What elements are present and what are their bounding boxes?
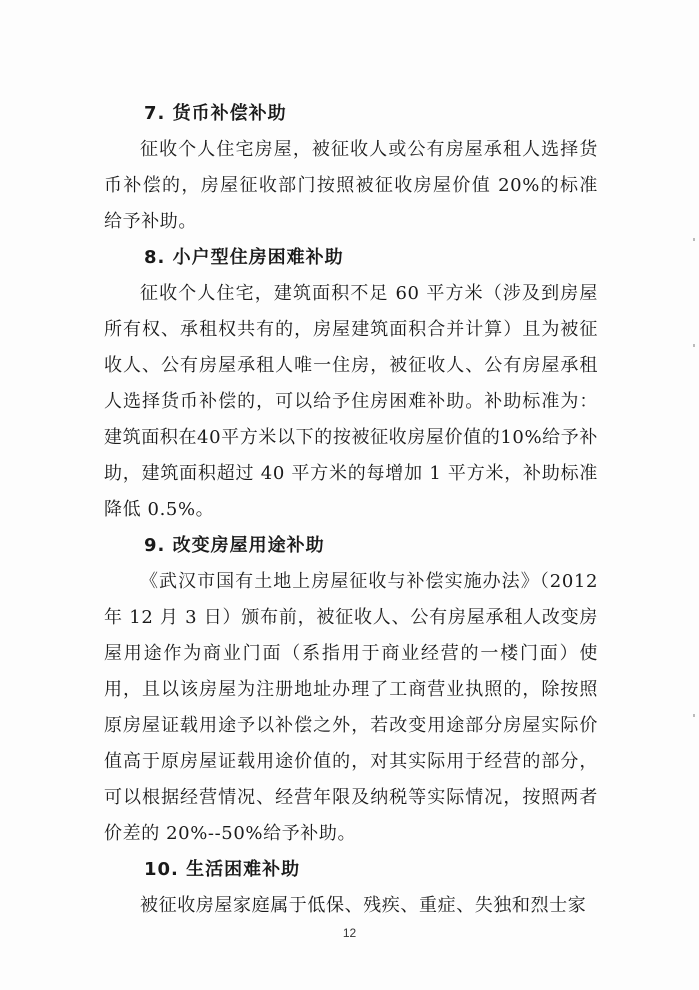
section-heading-7: 7. 货币补偿补助 bbox=[144, 103, 287, 124]
section-heading-9: 9. 改变房屋用途补助 bbox=[144, 535, 325, 556]
scan-speck bbox=[693, 714, 695, 717]
section-heading-10: 10. 生活困难补助 bbox=[144, 859, 301, 880]
document-body bbox=[104, 96, 598, 924]
scan-speck bbox=[693, 238, 695, 241]
section-paragraph-7: 征收个人住宅房屋，被征收人或公有房屋承租人选择货币补偿的，房屋征收部门按照被征收房屋价值 20%的标准给予补助。 bbox=[104, 139, 598, 232]
section-heading-8: 8. 小户型住房困难补助 bbox=[144, 247, 344, 268]
scan-speck bbox=[693, 344, 695, 347]
section-paragraph-10: 被征收房屋家庭属于低保、残疾、重症、失独和烈士家 bbox=[140, 895, 587, 916]
section-paragraph-8: 征收个人住宅，建筑面积不足 60 平方米（涉及到房屋所有权、承租权共有的，房屋建筑面积合并计算）且为被征收人、公有房屋承租人唯一住房，被征收人、公有房屋承租人选择货币补偿的，可以给予住房困难补助。补助标准为：建筑面积在40平方米以下的按被征收房屋价值的10%给予补助，建筑面积超过 40 平方米的每增加 1 平方米，补助标准降低 0.5%。 bbox=[104, 283, 598, 520]
page-number: 12 bbox=[342, 926, 357, 940]
section-paragraph-9: 《武汉市国有土地上房屋征收与补偿实施办法》（2012 年 12 月 3 日）颁布前，被征收人、公有房屋承租人改变房屋用途作为商业门面（系指用于商业经营的一楼门面）使用，且以该房屋为注册地址办理了工商营业执照的，除按照原房屋证载用途予以补偿之外，若改变用途部分房屋实际价值高于原房屋证载用途价值的，对其实际用于经营的部分，可以根据经营情况、经营年限及纳税等实际情况，按照两者价差的 20%--50%给予补助。 bbox=[104, 571, 598, 844]
